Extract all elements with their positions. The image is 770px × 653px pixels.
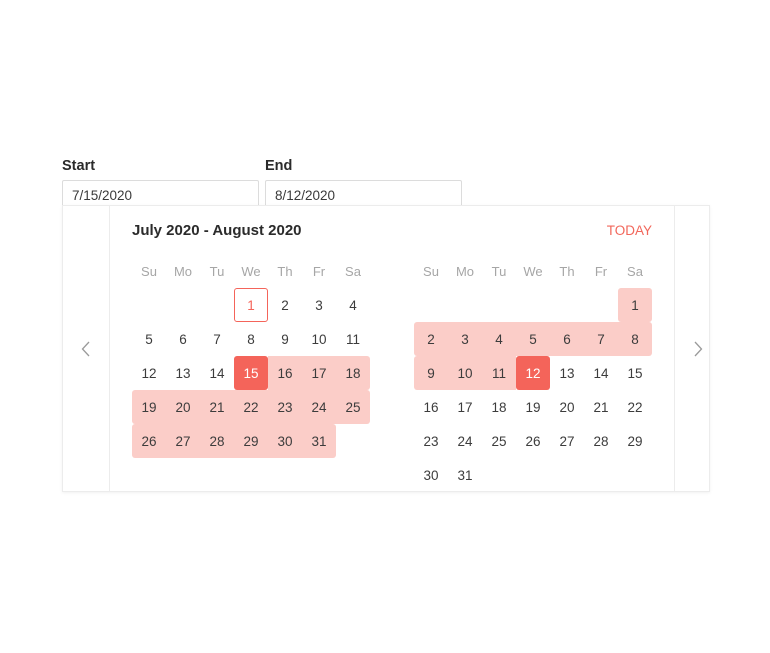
weekday-header-mo: Mo (455, 263, 475, 279)
day-cell[interactable]: 26 (525, 433, 541, 449)
day-cell[interactable]: 18 (491, 399, 507, 415)
day-cell[interactable]: 22 (627, 399, 643, 415)
day-cell[interactable]: 19 (132, 390, 166, 424)
day-cell[interactable]: 13 (175, 365, 191, 381)
day-cell[interactable]: 20 (559, 399, 575, 415)
date-fields (62, 158, 462, 210)
day-cell[interactable]: 7 (584, 322, 618, 356)
day-cell[interactable]: 2 (281, 297, 289, 313)
day-cell[interactable]: 6 (550, 322, 584, 356)
day-cell[interactable]: 2 (414, 322, 448, 356)
months-area (110, 206, 674, 491)
day-cell-empty (414, 288, 448, 322)
chevron-left-icon (81, 341, 91, 357)
day-cell[interactable]: 30 (268, 424, 302, 458)
day-cell[interactable]: 3 (448, 322, 482, 356)
day-cell[interactable]: 17 (457, 399, 473, 415)
day-cell[interactable]: 28 (593, 433, 609, 449)
day-cell[interactable]: 4 (349, 297, 357, 313)
chevron-right-icon (693, 341, 703, 357)
day-cell[interactable]: 16 (423, 399, 439, 415)
day-cell[interactable]: 25 (491, 433, 507, 449)
weekday-header-fr: Fr (312, 263, 326, 279)
start-label: Start (62, 158, 96, 174)
day-cell[interactable]: 19 (525, 399, 541, 415)
end-field-group (265, 158, 462, 210)
day-cell[interactable]: 18 (336, 356, 370, 390)
day-cell[interactable]: 21 (200, 390, 234, 424)
weekday-header-we: We (523, 263, 543, 279)
day-cell[interactable]: 29 (627, 433, 643, 449)
month-grid-july (132, 254, 370, 492)
calendar-header (132, 222, 652, 240)
day-cell[interactable]: 8 (247, 331, 255, 347)
day-cell[interactable]: 5 (516, 322, 550, 356)
day-cell[interactable]: 31 (302, 424, 336, 458)
weekday-header-sa: Sa (627, 263, 643, 279)
day-cell[interactable]: 30 (423, 467, 439, 483)
day-cell[interactable]: 1 (234, 288, 268, 322)
weekday-header-th: Th (277, 263, 293, 279)
day-cell[interactable]: 24 (457, 433, 473, 449)
day-cell[interactable]: 26 (132, 424, 166, 458)
weekday-header-mo: Mo (173, 263, 193, 279)
weekday-header-tu: Tu (491, 263, 507, 279)
day-cell[interactable]: 9 (281, 331, 289, 347)
day-cell[interactable]: 23 (268, 390, 302, 424)
day-cell[interactable]: 15 (627, 365, 643, 381)
day-cell[interactable]: 1 (618, 288, 652, 322)
end-label: End (265, 158, 293, 174)
day-cell[interactable]: 10 (448, 356, 482, 390)
day-cell[interactable]: 28 (200, 424, 234, 458)
day-cell[interactable]: 11 (345, 331, 360, 347)
weekday-header-su: Su (141, 263, 157, 279)
day-cell[interactable]: 4 (482, 322, 516, 356)
day-cell[interactable]: 3 (315, 297, 323, 313)
day-cell[interactable]: 13 (559, 365, 575, 381)
range-title: July 2020 - August 2020 (132, 222, 302, 239)
day-cell[interactable]: 7 (213, 331, 221, 347)
weekday-header-we: We (241, 263, 261, 279)
day-cell[interactable]: 12 (141, 365, 157, 381)
calendar-panel (62, 205, 710, 492)
next-month-button[interactable] (674, 206, 721, 491)
day-cell-empty (550, 288, 584, 322)
day-cell-empty (584, 288, 618, 322)
day-cell-empty (448, 288, 482, 322)
day-cell-empty (166, 288, 200, 322)
day-cell[interactable]: 9 (414, 356, 448, 390)
day-cell[interactable]: 24 (302, 390, 336, 424)
weekday-header-sa: Sa (345, 263, 361, 279)
day-cell[interactable]: 12 (516, 356, 550, 390)
day-cell-empty (482, 288, 516, 322)
day-cell[interactable]: 20 (166, 390, 200, 424)
day-cell[interactable]: 25 (336, 390, 370, 424)
weekday-header-su: Su (423, 263, 439, 279)
day-cell[interactable]: 6 (179, 331, 187, 347)
day-cell[interactable]: 21 (593, 399, 609, 415)
day-cell[interactable]: 8 (618, 322, 652, 356)
day-cell-empty (200, 288, 234, 322)
today-button[interactable]: TODAY (606, 223, 652, 238)
day-cell[interactable]: 27 (166, 424, 200, 458)
month-grids (132, 254, 652, 492)
day-cell[interactable]: 11 (482, 356, 516, 390)
day-cell[interactable]: 16 (268, 356, 302, 390)
day-cell[interactable]: 15 (234, 356, 268, 390)
day-cell[interactable]: 10 (311, 331, 327, 347)
day-cell[interactable]: 14 (209, 365, 225, 381)
weekday-header-fr: Fr (594, 263, 608, 279)
day-cell-empty (132, 288, 166, 322)
previous-month-button[interactable] (63, 206, 110, 491)
day-cell[interactable]: 23 (423, 433, 439, 449)
day-cell[interactable]: 14 (593, 365, 609, 381)
day-cell[interactable]: 27 (559, 433, 575, 449)
start-field-group (62, 158, 259, 210)
month-grid-august (414, 254, 652, 492)
day-cell[interactable]: 17 (302, 356, 336, 390)
day-cell-empty (516, 288, 550, 322)
day-cell[interactable]: 29 (234, 424, 268, 458)
weekday-header-tu: Tu (209, 263, 225, 279)
weekday-header-th: Th (559, 263, 575, 279)
day-cell[interactable]: 5 (145, 331, 153, 347)
day-cell[interactable]: 22 (234, 390, 268, 424)
day-cell[interactable]: 31 (457, 467, 473, 483)
